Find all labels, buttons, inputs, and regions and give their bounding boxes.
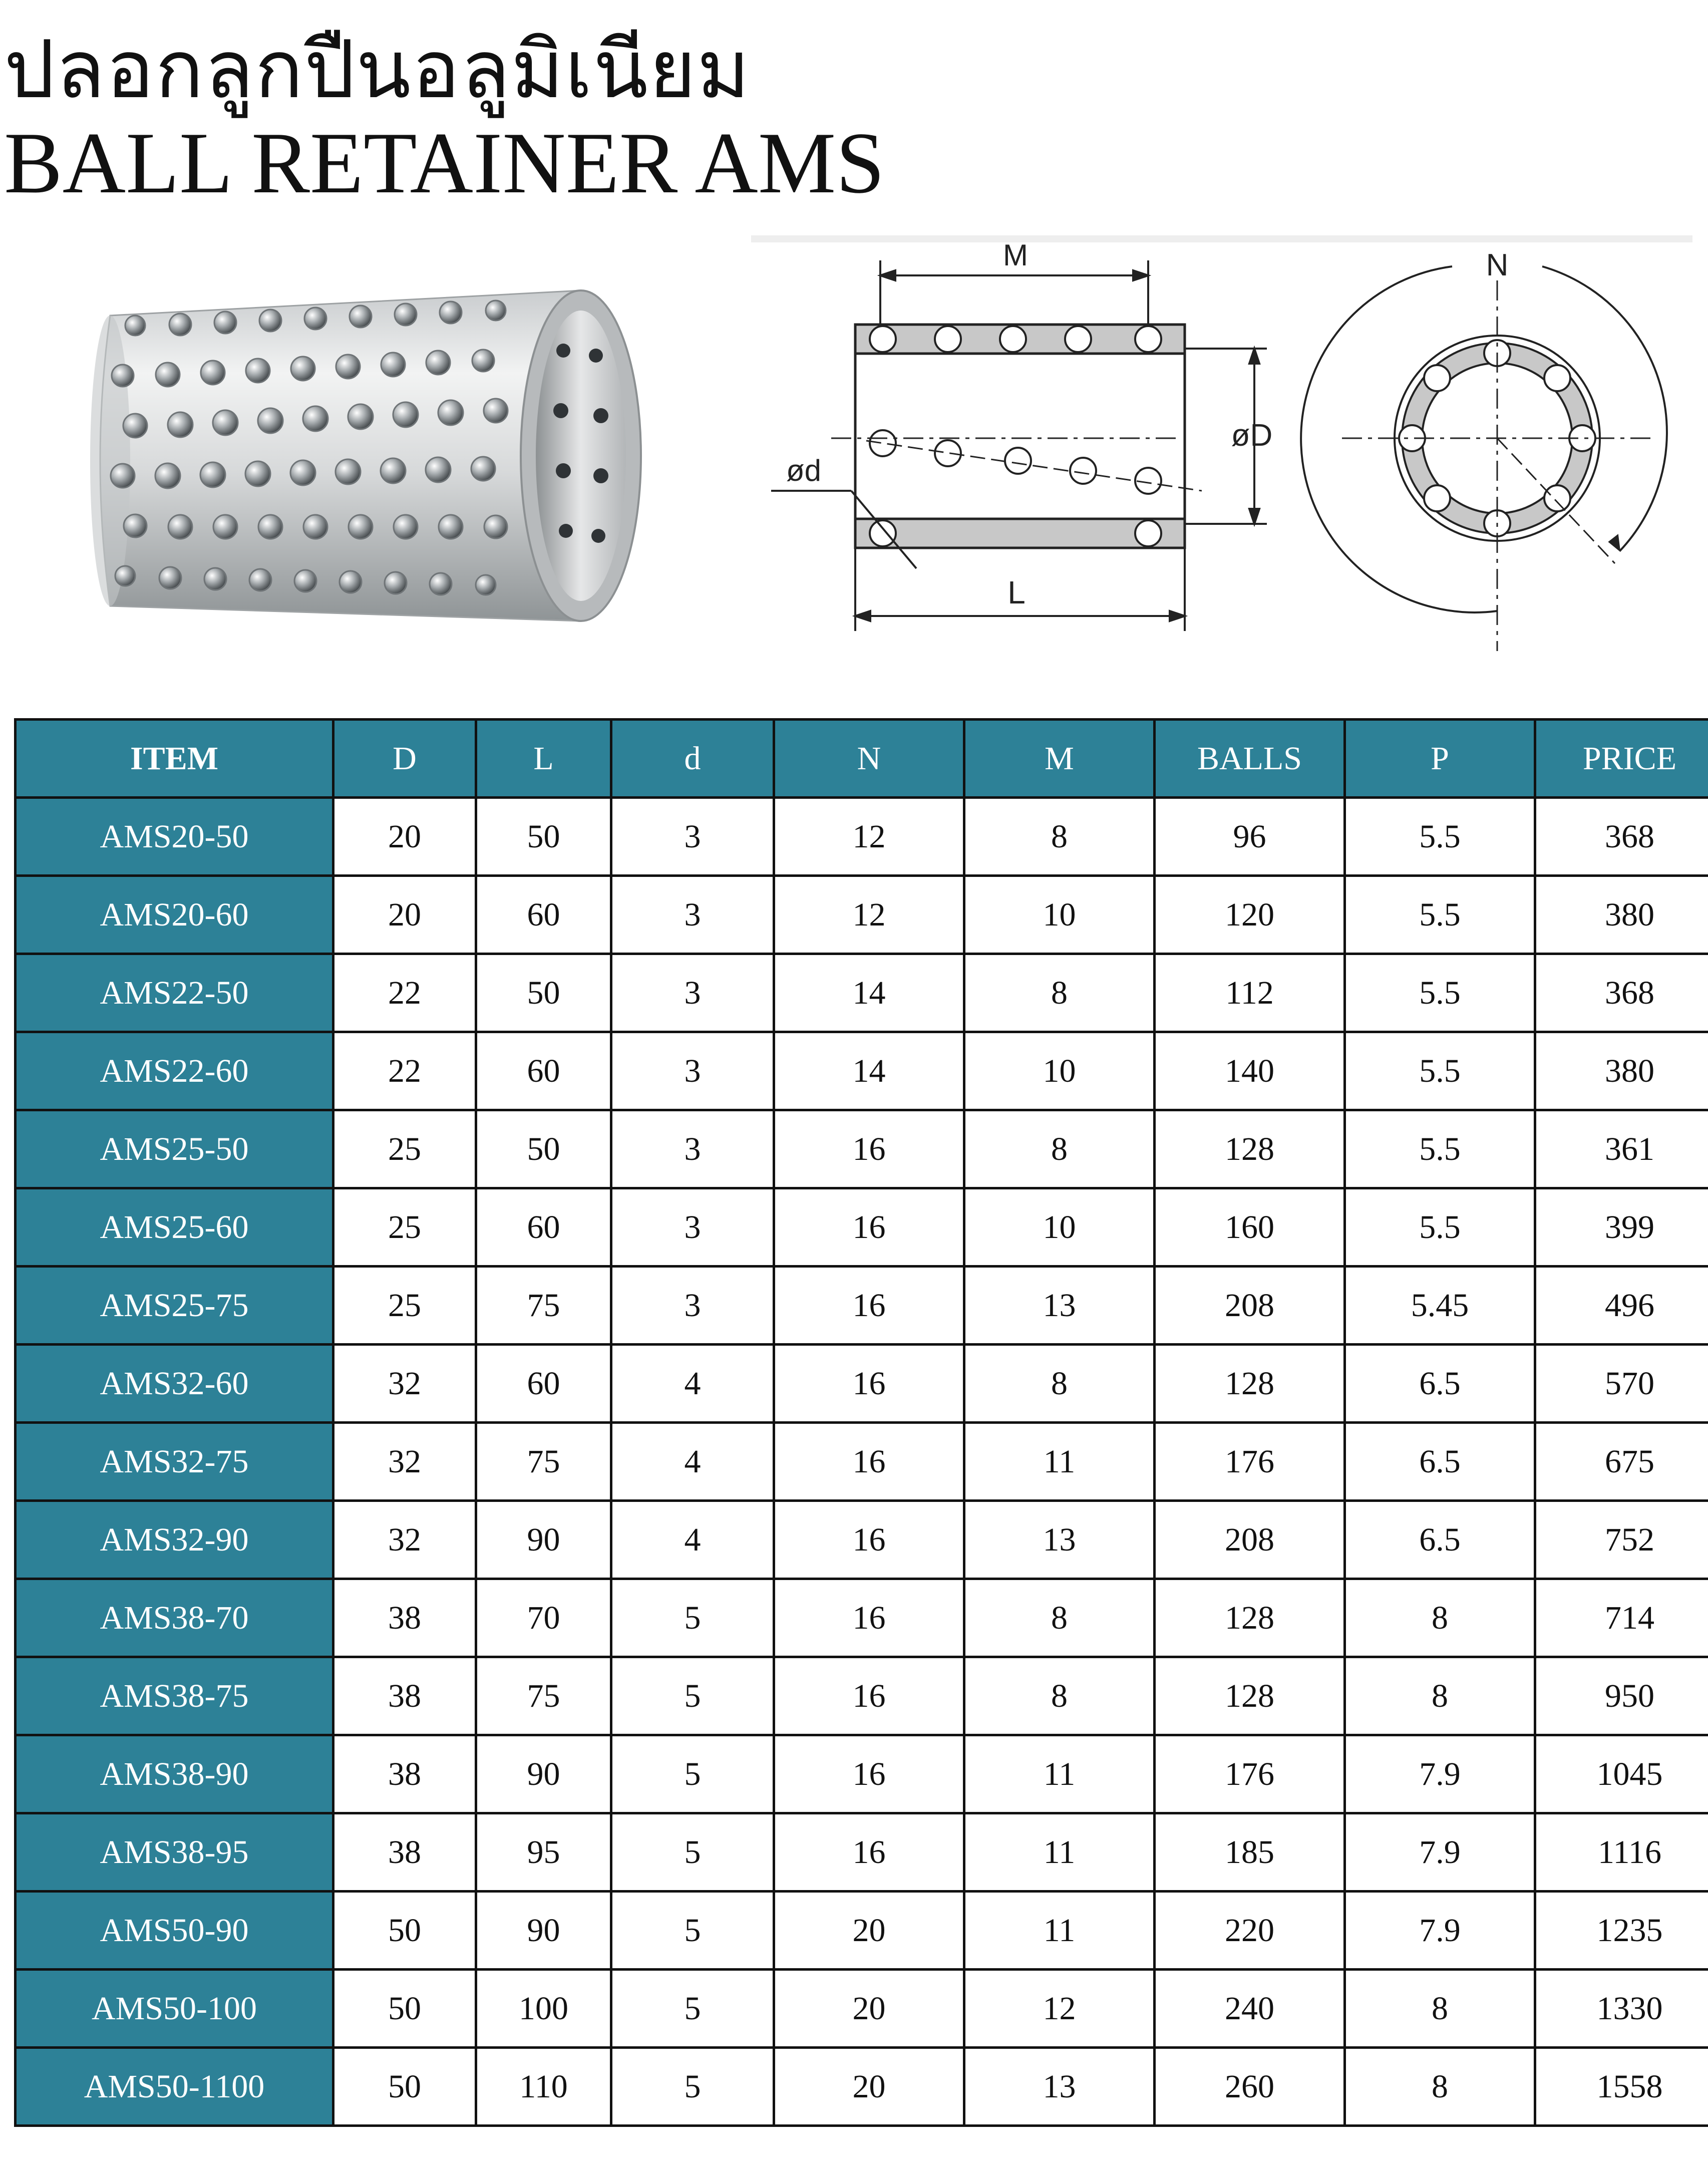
table-row — [16, 1657, 1708, 1735]
item-cell: AMS25-60 — [16, 1188, 333, 1267]
end-view — [1301, 266, 1667, 651]
value-cell: 75 — [476, 1657, 611, 1735]
value-cell: 11 — [964, 1735, 1155, 1813]
value-cell: 1116 — [1535, 1813, 1708, 1892]
label-d: ød — [786, 454, 822, 487]
value-cell: 75 — [476, 1267, 611, 1345]
value-cell: 90 — [476, 1501, 611, 1579]
value-cell: 5.5 — [1345, 876, 1535, 954]
table-row — [16, 1501, 1708, 1579]
value-cell: 8 — [1345, 1579, 1535, 1657]
header-l: L — [476, 720, 611, 798]
value-cell: 75 — [476, 1423, 611, 1501]
table-row — [16, 2048, 1708, 2126]
value-cell: 12 — [774, 798, 964, 876]
value-cell: 185 — [1155, 1813, 1345, 1892]
table-row — [16, 1735, 1708, 1813]
value-cell: 5.5 — [1345, 798, 1535, 876]
value-cell: 95 — [476, 1813, 611, 1892]
value-cell: 496 — [1535, 1267, 1708, 1345]
table-header-row — [16, 720, 1708, 798]
value-cell: 50 — [333, 1970, 476, 2048]
item-cell: AMS38-95 — [16, 1813, 333, 1892]
value-cell: 4 — [611, 1501, 774, 1579]
label-od: øD — [1231, 418, 1273, 453]
value-cell: 1235 — [1535, 1892, 1708, 1970]
table-row — [16, 876, 1708, 954]
value-cell: 5 — [611, 2048, 774, 2126]
value-cell: 8 — [1345, 1970, 1535, 2048]
value-cell: 16 — [774, 1657, 964, 1735]
table-row — [16, 954, 1708, 1032]
value-cell: 22 — [333, 954, 476, 1032]
value-cell: 1045 — [1535, 1735, 1708, 1813]
value-cell: 38 — [333, 1579, 476, 1657]
value-cell: 950 — [1535, 1657, 1708, 1735]
value-cell: 100 — [476, 1970, 611, 2048]
value-cell: 110 — [476, 2048, 611, 2126]
table-row — [16, 1423, 1708, 1501]
value-cell: 128 — [1155, 1579, 1345, 1657]
value-cell: 5 — [611, 1579, 774, 1657]
value-cell: 176 — [1155, 1423, 1345, 1501]
item-cell: AMS25-75 — [16, 1267, 333, 1345]
value-cell: 8 — [964, 1110, 1155, 1188]
value-cell: 20 — [774, 1970, 964, 2048]
value-cell: 6.5 — [1345, 1345, 1535, 1423]
value-cell: 5 — [611, 1970, 774, 2048]
item-cell: AMS32-75 — [16, 1423, 333, 1501]
value-cell: 38 — [333, 1657, 476, 1735]
value-cell: 7.9 — [1345, 1813, 1535, 1892]
value-cell: 11 — [964, 1813, 1155, 1892]
value-cell: 25 — [333, 1188, 476, 1267]
value-cell: 5.5 — [1345, 1110, 1535, 1188]
header-price: PRICE — [1535, 720, 1708, 798]
header-d-outer: D — [333, 720, 476, 798]
value-cell: 5 — [611, 1813, 774, 1892]
value-cell: 5 — [611, 1735, 774, 1813]
value-cell: 50 — [476, 1110, 611, 1188]
value-cell: 16 — [774, 1735, 964, 1813]
value-cell: 12 — [774, 876, 964, 954]
table-body — [16, 798, 1708, 2126]
value-cell: 8 — [964, 798, 1155, 876]
value-cell: 14 — [774, 954, 964, 1032]
value-cell: 14 — [774, 1032, 964, 1110]
value-cell: 752 — [1535, 1501, 1708, 1579]
value-cell: 32 — [333, 1345, 476, 1423]
value-cell: 32 — [333, 1423, 476, 1501]
item-cell: AMS22-60 — [16, 1032, 333, 1110]
ball-retainer-photo — [80, 270, 656, 651]
value-cell: 50 — [476, 798, 611, 876]
value-cell: 20 — [774, 1892, 964, 1970]
value-cell: 38 — [333, 1813, 476, 1892]
value-cell: 10 — [964, 1032, 1155, 1110]
value-cell: 5.5 — [1345, 1188, 1535, 1267]
item-cell: AMS32-90 — [16, 1501, 333, 1579]
header-m: M — [964, 720, 1155, 798]
value-cell: 128 — [1155, 1345, 1345, 1423]
value-cell: 16 — [774, 1188, 964, 1267]
value-cell: 90 — [476, 1735, 611, 1813]
value-cell: 368 — [1535, 798, 1708, 876]
value-cell: 3 — [611, 954, 774, 1032]
value-cell: 240 — [1155, 1970, 1345, 2048]
value-cell: 4 — [611, 1423, 774, 1501]
value-cell: 10 — [964, 1188, 1155, 1267]
value-cell: 6.5 — [1345, 1501, 1535, 1579]
value-cell: 140 — [1155, 1032, 1345, 1110]
value-cell: 8 — [1345, 2048, 1535, 2126]
value-cell: 7.9 — [1345, 1735, 1535, 1813]
header-d-ball: d — [611, 720, 774, 798]
value-cell: 60 — [476, 1032, 611, 1110]
value-cell: 5 — [611, 1892, 774, 1970]
technical-drawing — [751, 235, 1692, 656]
page-title-english: BALL RETAINER AMS — [4, 114, 885, 211]
value-cell: 16 — [774, 1345, 964, 1423]
header-item: ITEM — [16, 720, 333, 798]
value-cell: 176 — [1155, 1735, 1345, 1813]
item-cell: AMS50-100 — [16, 1970, 333, 2048]
table-row — [16, 1970, 1708, 2048]
value-cell: 11 — [964, 1892, 1155, 1970]
table-row — [16, 1345, 1708, 1423]
item-cell: AMS38-75 — [16, 1657, 333, 1735]
value-cell: 60 — [476, 1188, 611, 1267]
value-cell: 70 — [476, 1579, 611, 1657]
value-cell: 96 — [1155, 798, 1345, 876]
page-title-thai: ปลอกลูกปืนอลูมิเนียม — [4, 26, 751, 115]
table-row — [16, 1267, 1708, 1345]
header-balls: BALLS — [1155, 720, 1345, 798]
label-n: N — [1486, 248, 1509, 282]
value-cell: 32 — [333, 1501, 476, 1579]
value-cell: 1330 — [1535, 1970, 1708, 2048]
header-n: N — [774, 720, 964, 798]
item-cell: AMS32-60 — [16, 1345, 333, 1423]
value-cell: 25 — [333, 1110, 476, 1188]
label-m: M — [1003, 238, 1028, 272]
value-cell: 3 — [611, 798, 774, 876]
value-cell: 13 — [964, 1267, 1155, 1345]
table-row — [16, 1188, 1708, 1267]
value-cell: 260 — [1155, 2048, 1345, 2126]
value-cell: 128 — [1155, 1110, 1345, 1188]
value-cell: 25 — [333, 1267, 476, 1345]
value-cell: 8 — [964, 1657, 1155, 1735]
value-cell: 7.9 — [1345, 1892, 1535, 1970]
value-cell: 3 — [611, 876, 774, 954]
value-cell: 208 — [1155, 1501, 1345, 1579]
value-cell: 208 — [1155, 1267, 1345, 1345]
item-cell: AMS38-90 — [16, 1735, 333, 1813]
value-cell: 112 — [1155, 954, 1345, 1032]
value-cell: 20 — [333, 876, 476, 954]
value-cell: 10 — [964, 876, 1155, 954]
spec-table — [14, 718, 1708, 2127]
value-cell: 50 — [476, 954, 611, 1032]
value-cell: 50 — [333, 2048, 476, 2126]
value-cell: 8 — [964, 1345, 1155, 1423]
value-cell: 5.5 — [1345, 954, 1535, 1032]
table-row — [16, 1110, 1708, 1188]
value-cell: 50 — [333, 1892, 476, 1970]
value-cell: 3 — [611, 1267, 774, 1345]
value-cell: 20 — [774, 2048, 964, 2126]
value-cell: 12 — [964, 1970, 1155, 2048]
value-cell: 3 — [611, 1032, 774, 1110]
value-cell: 16 — [774, 1813, 964, 1892]
value-cell: 11 — [964, 1423, 1155, 1501]
value-cell: 20 — [333, 798, 476, 876]
item-cell: AMS20-50 — [16, 798, 333, 876]
value-cell: 4 — [611, 1345, 774, 1423]
value-cell: 13 — [964, 1501, 1155, 1579]
table-row — [16, 1579, 1708, 1657]
value-cell: 380 — [1535, 1032, 1708, 1110]
value-cell: 16 — [774, 1579, 964, 1657]
value-cell: 5 — [611, 1657, 774, 1735]
value-cell: 60 — [476, 876, 611, 954]
value-cell: 6.5 — [1345, 1423, 1535, 1501]
value-cell: 8 — [1345, 1657, 1535, 1735]
value-cell: 8 — [964, 1579, 1155, 1657]
value-cell: 220 — [1155, 1892, 1345, 1970]
table-row — [16, 1892, 1708, 1970]
value-cell: 16 — [774, 1267, 964, 1345]
item-cell: AMS50-1100 — [16, 2048, 333, 2126]
value-cell: 8 — [964, 954, 1155, 1032]
value-cell: 38 — [333, 1735, 476, 1813]
value-cell: 16 — [774, 1501, 964, 1579]
label-l: L — [1007, 574, 1026, 610]
item-cell: AMS38-70 — [16, 1579, 333, 1657]
value-cell: 22 — [333, 1032, 476, 1110]
value-cell: 368 — [1535, 954, 1708, 1032]
value-cell: 16 — [774, 1423, 964, 1501]
value-cell: 90 — [476, 1892, 611, 1970]
value-cell: 160 — [1155, 1188, 1345, 1267]
header-p: P — [1345, 720, 1535, 798]
value-cell: 16 — [774, 1110, 964, 1188]
value-cell: 128 — [1155, 1657, 1345, 1735]
value-cell: 570 — [1535, 1345, 1708, 1423]
item-cell: AMS25-50 — [16, 1110, 333, 1188]
value-cell: 120 — [1155, 876, 1345, 954]
value-cell: 60 — [476, 1345, 611, 1423]
value-cell: 714 — [1535, 1579, 1708, 1657]
value-cell: 675 — [1535, 1423, 1708, 1501]
value-cell: 361 — [1535, 1110, 1708, 1188]
value-cell: 5.45 — [1345, 1267, 1535, 1345]
value-cell: 1558 — [1535, 2048, 1708, 2126]
value-cell: 380 — [1535, 876, 1708, 954]
item-cell: AMS22-50 — [16, 954, 333, 1032]
item-cell: AMS20-60 — [16, 876, 333, 954]
table-row — [16, 798, 1708, 876]
value-cell: 3 — [611, 1188, 774, 1267]
value-cell: 399 — [1535, 1188, 1708, 1267]
table-row — [16, 1813, 1708, 1892]
table-row — [16, 1032, 1708, 1110]
value-cell: 3 — [611, 1110, 774, 1188]
value-cell: 5.5 — [1345, 1032, 1535, 1110]
side-view — [831, 325, 1202, 548]
item-cell: AMS50-90 — [16, 1892, 333, 1970]
value-cell: 13 — [964, 2048, 1155, 2126]
